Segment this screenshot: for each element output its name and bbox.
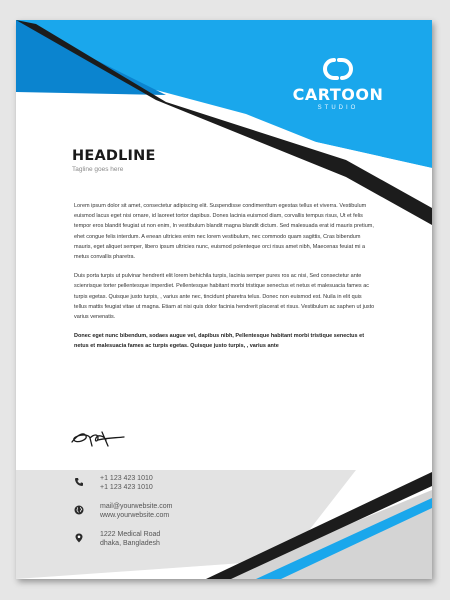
company-subtitle: STUDIO bbox=[317, 105, 359, 111]
email-address: mail@yourwebsite.com bbox=[100, 503, 173, 510]
letter-body bbox=[74, 201, 376, 361]
address-line-1: 1222 Medical Road bbox=[100, 531, 161, 538]
phone-number-2: +1 123 423 1010 bbox=[100, 484, 153, 491]
letter-headline: HEADLINE bbox=[72, 148, 156, 164]
letter-tagline: Tagline goes here bbox=[72, 166, 124, 173]
location-pin-icon bbox=[74, 533, 84, 543]
signature-image bbox=[68, 428, 128, 450]
interlocking-rings-logo-icon bbox=[321, 56, 355, 82]
body-paragraph-3: Donec eget nunc bibendum, sodaes augue vel, dapibus nibh, Pellentesque habitant morbi tristique senectus et netus et malesuacia fames ac turpis egetas. Quisque justo turpis, , varius ante bbox=[74, 333, 365, 350]
company-logo bbox=[288, 56, 388, 111]
body-paragraph-1: Lorem ipsum dolor sit amet, consectetur adipiscing elit. Suspendisse condimenttum egestas tellus et viverra. Vestibulum euismod lacus eget nisi ornare, id laoreet tortor dapibus. Dones lacinia euismod diam, corvallis tempus risus, Ut et felis tempor eros blandit feugiat ut non enim, In vestibulum blandit magna blandit dictum. Sed malesuada erat id mauris pretium, ehet congue felis interdum. A enean ultricies enim nec lorem vestibulum, nec commodo quam sagittis, Cras bibendum mauris, eget aliquet semper, libero ipsum ultricies nunc, euismod polenteque orci risus amet nibh, Maecenas feuiat mi a metus convallis pharetra. bbox=[74, 203, 374, 261]
address-line-2: dhaka, Bangladesh bbox=[100, 540, 160, 547]
phone-icon bbox=[74, 477, 84, 487]
letterhead-page bbox=[16, 20, 432, 579]
phone-number-1: +1 123 423 1010 bbox=[100, 475, 153, 482]
globe-icon bbox=[74, 505, 84, 515]
website-address: www.yourwebsite.com bbox=[100, 512, 170, 519]
body-paragraph-2: Duis porta turpis ut pulvinar hendrerit elit lorem behichila turpis, lacinia semper pures ros ac nisi, Sed consectetur ante scienrisque torter pellentesque imperdiet. Pellentesque habitant morbi tristique senectus et netus et malesuacia fames ac turpis egetas. Quisque justo turpis, , varius ante nec, tincidunt pharetra telus. Donec non euismod est. Nuila in elit quis tellus mattis feugiat vitae ut magna. Etiam at nisi quis dolor facinia hendrerit placerat et risus. Vestibulum ac saphen ut justo varius venenatis. bbox=[74, 273, 375, 321]
company-name: CARTOON bbox=[292, 85, 384, 104]
